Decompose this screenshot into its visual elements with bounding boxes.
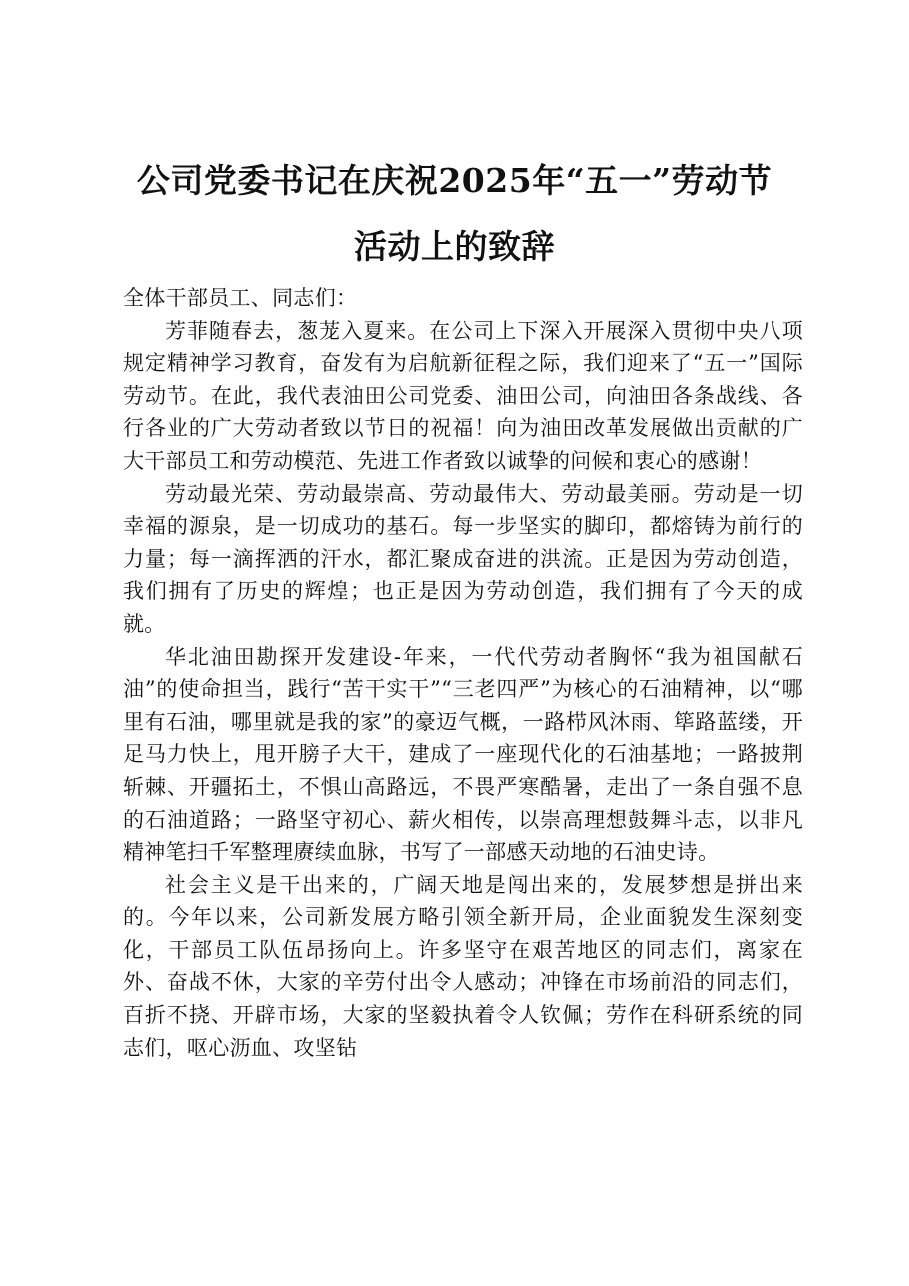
paragraph-1: 芳菲随春去，葱茏入夏来。在公司上下深入开展深入贯彻中央八项规定精神学习教育，奋发有为启航新征程之际，我们迎来了“五一”国际劳动节。在此，我代表油田公司党委、油田公司，向油田各条战线、各行各业的广大劳动者致以节日的祝福！向为油田改革发展做出贡献的广大干部员工和劳动模范、先进工作者致以诚挚的问候和衷心的感谢！ bbox=[123, 318, 803, 473]
salutation: 全体干部员工、同志们： bbox=[123, 286, 358, 310]
document-title-line-1: 公司党委书记在庆祝2025年“五一”劳动节 bbox=[136, 161, 773, 200]
document-title-line-2: 活动上的致辞 bbox=[354, 227, 555, 266]
document-body bbox=[123, 282, 803, 1064]
paragraph-2: 劳动最光荣、劳动最崇高、劳动最伟大、劳动最美丽。劳动是一切幸福的源泉，是一切成功的基石。每一步坚实的脚印，都熔铸为前行的力量；每一滴挥洒的汗水，都汇聚成奋进的洪流。正是因为劳动创造，我们拥有了历史的辉煌；也正是因为劳动创造，我们拥有了今天的成就。 bbox=[123, 481, 803, 636]
paragraph-3: 华北油田勘探开发建设-年来，一代代劳动者胸怀“我为祖国献石油”的使命担当，践行“苦干实干”“三老四严”为核心的石油精神，以“哪里有石油，哪里就是我的家”的豪迈气概，一路栉风沐雨、筚路蓝缕，开足马力快上，甩开膀子大干，建成了一座现代化的石油基地；一路披荆斩棘、开疆拓土，不惧山高路远，不畏严寒酷暑，走出了一条自强不息的石油道路；一路坚守初心、薪火相传，以崇高理想鼓舞斗志，以非凡精神笔扫千军整理赓续血脉，书写了一部感天动地的石油史诗。 bbox=[123, 644, 803, 865]
paragraph-4: 社会主义是干出来的，广阔天地是闯出来的，发展梦想是拼出来的。今年以来，公司新发展方略引领全新开局，企业面貌发生深刻变化，干部员工队伍昂扬向上。许多坚守在艰苦地区的同志们，离家在外、奋战不休，大家的辛劳付出令人感动；冲锋在市场前沿的同志们，百折不挠、开辟市场，大家的坚毅执着令人钦佩；劳作在科研系统的同志们，呕心沥血、攻坚钻 bbox=[123, 872, 803, 1060]
